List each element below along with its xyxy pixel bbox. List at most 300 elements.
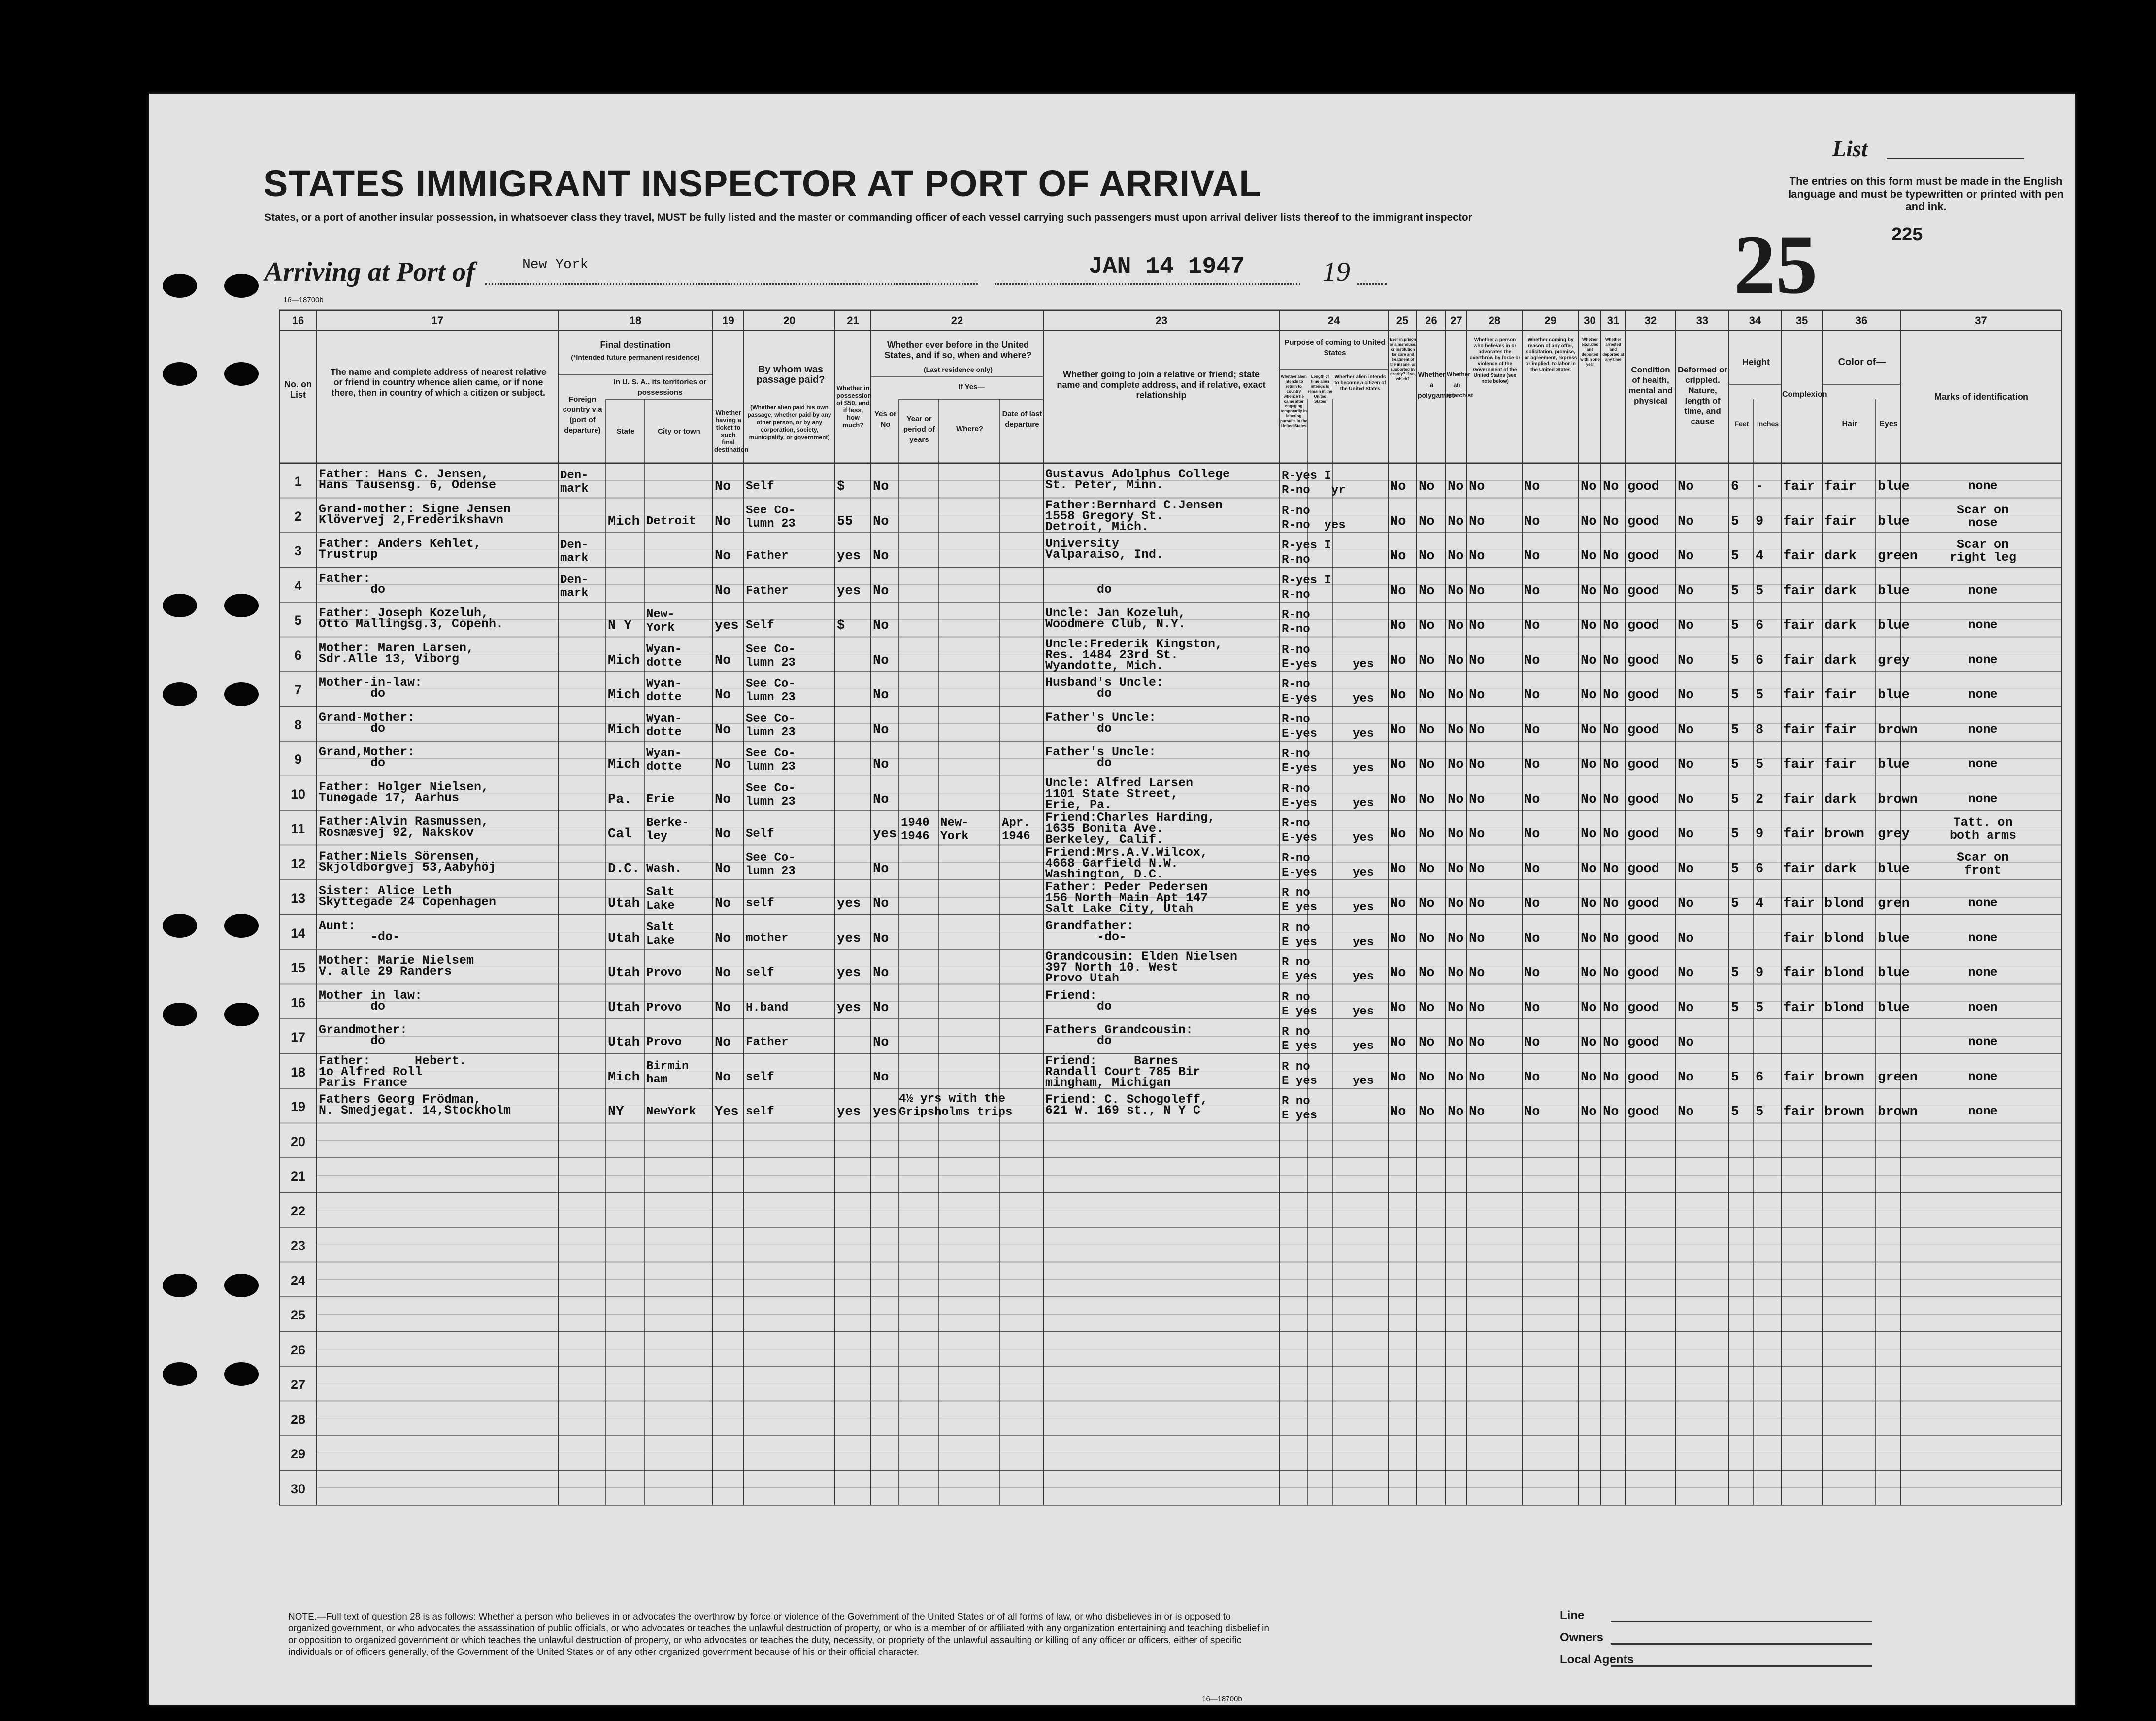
cell-c33: No [1678, 549, 1694, 564]
cell-c24: R-no E-yes yes [1282, 712, 1374, 741]
port-value: New York [522, 257, 589, 272]
cell-c26: No [1419, 966, 1435, 980]
column-number: 22 [951, 314, 963, 327]
cell-c33: No [1678, 966, 1694, 980]
cell-c25: No [1390, 514, 1406, 529]
header-col23: Whether going to join a relative or friend; state name and complete address, and if relative, exact relationship [1057, 370, 1266, 400]
cell-c20: See Co- lumn 23 [746, 642, 796, 670]
cell-c19: No [715, 861, 731, 877]
row-number: 19 [290, 1099, 306, 1114]
cell-c23: Friend: C. Schogoleff, 621 W. 169 st., N Y C [1045, 1092, 1208, 1117]
cell-c26: No [1419, 583, 1435, 599]
cell-c33: No [1678, 1035, 1694, 1050]
cell-c30: No [1581, 1070, 1597, 1085]
cell-c37: none [1968, 757, 1998, 771]
cell-c19: No [715, 583, 731, 599]
row-number: 8 [294, 717, 302, 732]
column-number: 26 [1425, 314, 1437, 327]
cell-c33: No [1678, 931, 1694, 946]
row-number: 14 [290, 925, 306, 941]
cell-c22yn: No [873, 549, 889, 564]
owners-label: Owners [1560, 1631, 1604, 1644]
cell-c35: fair [1783, 931, 1815, 946]
cell-c24: R-no R-no yes [1282, 504, 1346, 532]
cell-c35: fair [1783, 583, 1815, 599]
cell-c35: fair [1783, 549, 1815, 564]
cell-c37: noen [1968, 1000, 1998, 1014]
header-col30: Whether excluded and deported within one year [1580, 337, 1600, 367]
cell-c17: Father: Anders Kehlet, Trustrup [319, 537, 482, 562]
cell-c34i: 9 [1756, 966, 1764, 980]
header-col24a: Whether alien intends to return to country whence he came after engaging temporarily in laboring pursuits in the United States [1280, 374, 1308, 428]
cell-c22yn: No [873, 479, 889, 494]
cell-c27: No [1448, 549, 1464, 564]
cell-c18c: Wash. [646, 862, 682, 876]
cell-c36e: blue [1878, 757, 1910, 772]
header-col18-foreign: Foreign country via (port of departure) [563, 395, 602, 435]
cell-c20: self [746, 1105, 774, 1118]
cell-c36h: dark [1824, 618, 1857, 633]
cell-c36e: blue [1878, 618, 1910, 633]
cell-c25: No [1390, 479, 1406, 494]
cell-c22yn: No [873, 896, 889, 911]
cell-c31: No [1603, 827, 1619, 842]
cell-c24: R no E yes yes [1282, 886, 1374, 914]
cell-c31: No [1603, 549, 1619, 564]
cell-c34i: 5 [1756, 1000, 1764, 1015]
cell-c18s: Utah [608, 931, 640, 946]
cell-c28: No [1469, 757, 1485, 772]
row-number: 18 [290, 1064, 306, 1080]
cell-c23: Friend:Charles Harding, 1635 Bonita Ave. Berkeley, Calif. [1045, 810, 1216, 846]
row-number: 5 [294, 613, 302, 628]
cell-c29: No [1524, 757, 1540, 772]
column-number: 19 [722, 314, 734, 327]
cell-c24: R-no E-yes yes [1282, 851, 1374, 879]
cell-c37: none [1968, 791, 1998, 806]
row-number: 27 [290, 1377, 306, 1392]
form-number-bottom: 16—18700b [1202, 1695, 1242, 1703]
cell-c31: No [1603, 514, 1619, 529]
form-title: STATES IMMIGRANT INSPECTOR AT PORT OF ARRIVAL [264, 163, 1262, 204]
cell-c36h: blond [1824, 931, 1865, 946]
cell-c28: No [1469, 896, 1485, 911]
cell-c36h: fair [1824, 688, 1857, 703]
cell-c24: R-no R-no [1282, 608, 1310, 636]
cell-c18s: Utah [608, 896, 640, 911]
cell-c22yn: No [873, 688, 889, 703]
cell-c17: Mother-in-law: do [319, 675, 423, 701]
cell-c32: good [1627, 1035, 1659, 1050]
header-col18: Final destination [600, 340, 671, 350]
cell-c33: No [1678, 1070, 1694, 1085]
cell-c25: No [1390, 688, 1406, 703]
cell-c17: Fathers Georg Frödman, N. Smedjegat. 14,Stockholm [319, 1092, 511, 1117]
cell-c18c: New- York [646, 608, 675, 635]
line-label: Line [1560, 1609, 1585, 1622]
cell-c28: No [1469, 966, 1485, 980]
cell-c18c: NewYork [646, 1105, 696, 1118]
column-number: 18 [629, 314, 642, 327]
cell-c33: No [1678, 1105, 1694, 1119]
cell-c21: yes [837, 1105, 861, 1119]
cell-c18c: Provo [646, 1001, 682, 1014]
cell-c19: No [715, 896, 731, 911]
header-col18-usa: In U. S. A., its territories or possessions [613, 378, 707, 397]
cell-c24: R-no E-yes yes [1282, 782, 1374, 810]
header-col18-city: City or town [658, 427, 700, 436]
cell-c37: none [1968, 583, 1998, 598]
cell-c34i: 5 [1756, 583, 1764, 599]
cell-c34f: 5 [1731, 896, 1739, 911]
cell-c27: No [1448, 514, 1464, 529]
cell-c18c: Berke- ley [646, 816, 689, 843]
cell-c19: Yes [715, 1105, 739, 1119]
cell-c22yn: No [873, 514, 889, 529]
header-col36-hair: Hair [1842, 420, 1857, 428]
cell-c21: yes [837, 583, 861, 599]
footnote-q28: NOTE.—Full text of question 28 is as follows: Whether a person who believes in or advocates the overthrow by force or violence of the Government of the United States or of all forms of law, or who disbelieves in or is opposed to organized government, or who advocates the assassination of public officials, or who advocates or teaches the unlawful destruction of property, or who is a member of or affiliated with any organization entertaining and teaching disbelief in or opposition to organized government or which teaches the unlawful destruction of property, or who advocates or teaches the duty, necessity, or propriety of the unlawful assaulting or killing of any officer or officers, either of specific individuals or of officers generally, of the Government of the United States or of any other organized government because of his or their official character. [288, 1612, 1269, 1657]
header-col25: Ever in prison or almshouse, or institution for care and treatment of the insane, or supported by charity? If so, which? [1389, 337, 1417, 381]
cell-c29: No [1524, 618, 1540, 633]
cell-c30: No [1581, 1035, 1597, 1050]
cell-c19: No [715, 757, 731, 772]
cell-c33: No [1678, 514, 1694, 529]
cell-c25: No [1390, 653, 1406, 668]
cell-c34f: 5 [1731, 827, 1739, 842]
cell-c27: No [1448, 722, 1464, 738]
cell-c23: Grandfather: -do- [1045, 918, 1134, 944]
header-col20-sub: (Whether alien paid his own passage, whether paid by any other person, or by any corporation, society, municipality, or government) [747, 404, 831, 440]
cell-c22yn: No [873, 1000, 889, 1015]
cell-c18c: Wyan- dotte [646, 712, 682, 739]
cell-c29: No [1524, 688, 1540, 703]
cell-c29: No [1524, 583, 1540, 599]
cell-c25: No [1390, 966, 1406, 980]
cell-c21: yes [837, 931, 861, 946]
cell-c34f: 5 [1731, 757, 1739, 772]
cell-c27: No [1448, 757, 1464, 772]
cell-c20: Father [746, 549, 789, 563]
cell-c25: No [1390, 757, 1406, 772]
cell-c27: No [1448, 896, 1464, 911]
cell-c25: No [1390, 827, 1406, 842]
cell-c36e: grey [1878, 827, 1910, 842]
cell-c31: No [1603, 931, 1619, 946]
cell-c19: No [715, 722, 731, 738]
cell-c19: No [715, 966, 731, 980]
cell-c17: Mother: Marie Nielsem V. alle 29 Randers [319, 953, 474, 979]
cell-c28: No [1469, 1105, 1485, 1119]
cell-c30: No [1581, 479, 1597, 494]
cell-c33: No [1678, 896, 1694, 911]
cell-c20: See Co- lumn 23 [746, 747, 796, 774]
cell-c30: No [1581, 583, 1597, 599]
cell-c33: No [1678, 618, 1694, 633]
cell-c23: Uncle: Jan Kozeluh, Woodmere Club, N.Y. [1045, 606, 1186, 631]
cell-c30: No [1581, 688, 1597, 703]
column-number: 32 [1644, 314, 1657, 327]
cell-c25: No [1390, 618, 1406, 633]
cell-c25: No [1390, 1105, 1406, 1119]
cell-c36h: blond [1824, 966, 1865, 980]
cell-c29: No [1524, 861, 1540, 877]
cell-c29: No [1524, 479, 1540, 494]
cell-c35: fair [1783, 861, 1815, 877]
cell-c24: R-no E-yes yes [1282, 643, 1374, 671]
cell-c30: No [1581, 514, 1597, 529]
cell-c27: No [1448, 1070, 1464, 1085]
cell-c31: No [1603, 896, 1619, 911]
cell-c28: No [1469, 722, 1485, 738]
cell-c17: Sister: Alice Leth Skyttegade 24 Copenhagen [319, 884, 497, 909]
row-number: 2 [294, 508, 302, 524]
cell-c21: yes [837, 896, 861, 911]
cell-c36h: dark [1824, 861, 1857, 877]
cell-c28: No [1469, 931, 1485, 946]
cell-c35: fair [1783, 722, 1815, 738]
cell-c34f: 5 [1731, 1070, 1739, 1085]
cell-c20: Father [746, 584, 789, 598]
row-number: 6 [294, 647, 302, 663]
cell-c22yn: No [873, 583, 889, 599]
cell-c33: No [1678, 653, 1694, 668]
cell-c34i: 6 [1756, 861, 1764, 877]
cell-c18s: Mich [608, 722, 640, 738]
cell-c29: No [1524, 1035, 1540, 1050]
header-col34-feet: Feet [1734, 420, 1749, 428]
cell-c34f: 5 [1731, 514, 1739, 529]
cell-c21: 55 [837, 514, 853, 529]
row-number: 17 [290, 1030, 306, 1045]
cell-c37: none [1968, 1035, 1998, 1049]
cell-c27: No [1448, 827, 1464, 842]
cell-c29: No [1524, 896, 1540, 911]
header-col22-yes: If Yes— [958, 383, 985, 391]
row-number: 22 [290, 1203, 306, 1218]
cell-c32: good [1627, 549, 1659, 564]
cell-c36h: brown [1824, 1070, 1865, 1085]
cell-c27: No [1448, 1035, 1464, 1050]
cell-c24: R no E yes yes [1282, 921, 1374, 949]
cell-c18c: Erie [646, 792, 675, 806]
cell-c26: No [1419, 688, 1435, 703]
cell-c34f: 5 [1731, 653, 1739, 668]
cell-c31: No [1603, 792, 1619, 807]
cell-c27: No [1448, 688, 1464, 703]
cell-c18s: Mich [608, 653, 640, 668]
cell-c20: See Co- lumn 23 [746, 851, 796, 878]
cell-c27: No [1448, 479, 1464, 494]
cell-c30: No [1581, 861, 1597, 877]
cell-c34i: 5 [1756, 688, 1764, 703]
column-number: 21 [847, 314, 859, 327]
cell-c18c: Wyan- dotte [646, 677, 682, 704]
cell-c26: No [1419, 1070, 1435, 1085]
cell-c26: No [1419, 1000, 1435, 1015]
cell-c34f: 5 [1731, 1000, 1739, 1015]
row-number: 23 [290, 1238, 306, 1253]
cell-c19: No [715, 792, 731, 807]
row-number: 9 [294, 752, 302, 767]
cell-c23: do [1097, 582, 1112, 597]
cell-c30: No [1581, 827, 1597, 842]
cell-c34i: 9 [1756, 827, 1764, 842]
cell-c30: No [1581, 549, 1597, 564]
cell-c31: No [1603, 653, 1619, 668]
cell-c26: No [1419, 1105, 1435, 1119]
cell-c18c: Wyan- dotte [646, 747, 682, 774]
cell-c19: No [715, 688, 731, 703]
cell-c23: Uncle:Frederik Kingston, Res. 1484 23rd St. Wyandotte, Mich. [1045, 637, 1223, 673]
cell-c25: No [1390, 1070, 1406, 1085]
cell-c18s: Utah [608, 1000, 640, 1015]
cell-c30: No [1581, 757, 1597, 772]
cell-c21: yes [837, 1000, 861, 1015]
cell-c23: Husband's Uncle: do [1045, 675, 1164, 701]
cell-c20: Father [746, 1036, 789, 1049]
cell-c36h: fair [1824, 479, 1857, 494]
cell-c31: No [1603, 1035, 1619, 1050]
cell-c30: No [1581, 722, 1597, 738]
header-col21: Whether in possession of $50, and if less, how much? [836, 384, 872, 429]
header-col22-yesno: Yes or No [874, 410, 897, 429]
cell-c37: Scar on nose [1957, 503, 2009, 530]
cell-c25: No [1390, 549, 1406, 564]
column-number: 35 [1795, 314, 1808, 327]
cell-c34i: 2 [1756, 792, 1764, 807]
cell-c28: No [1469, 514, 1485, 529]
column-number: 24 [1327, 314, 1340, 327]
cell-c31: No [1603, 688, 1619, 703]
cell-c25: No [1390, 1000, 1406, 1015]
cell-c36h: dark [1824, 792, 1857, 807]
cell-c29: No [1524, 722, 1540, 738]
cell-c37: none [1968, 1069, 1998, 1084]
cell-c31: No [1603, 722, 1619, 738]
cell-c26: No [1419, 792, 1435, 807]
form-number-top: 16—18700b [283, 296, 324, 304]
cell-c34f: 5 [1731, 861, 1739, 877]
cell-c34f: 5 [1731, 583, 1739, 599]
cell-c31: No [1603, 1105, 1619, 1119]
cell-c17: Aunt: -do- [319, 918, 400, 944]
cell-c28: No [1469, 861, 1485, 877]
cell-c35: fair [1783, 688, 1815, 703]
header-col26: Whether a polygamist [1418, 371, 1454, 399]
cell-c18c: Salt Lake [646, 886, 675, 912]
cell-c19: No [715, 1070, 731, 1085]
column-number: 23 [1155, 314, 1168, 327]
header-col18-sub: (*Intended future permanent residence) [571, 353, 700, 361]
cell-c32: good [1627, 896, 1659, 911]
cell-c17: Father: Hebert. 1o Alfred Roll Paris France [319, 1053, 467, 1090]
cell-c37: none [1968, 965, 1998, 979]
cell-c36e: brown [1878, 1105, 1918, 1119]
cell-c22y: 1940 1946 [901, 816, 929, 843]
cell-c20: Self [746, 619, 774, 632]
cell-c19: No [715, 827, 731, 842]
cell-c20: self [746, 966, 774, 979]
cell-c34i: 4 [1756, 549, 1764, 564]
row-number: 21 [290, 1169, 306, 1183]
cell-c20: Self [746, 480, 774, 493]
row-number: 4 [294, 578, 302, 593]
cell-c20: See Co- lumn 23 [746, 712, 796, 739]
cell-c32: good [1627, 479, 1659, 494]
cell-c36h: blond [1824, 896, 1865, 911]
cell-c19: No [715, 1000, 731, 1015]
cell-c34i: 5 [1756, 757, 1764, 772]
cell-c30: No [1581, 896, 1597, 911]
cell-c37: none [1968, 722, 1998, 737]
cell-c34i: 8 [1756, 722, 1764, 738]
cell-c18s: Utah [608, 966, 640, 980]
cell-c33: No [1678, 722, 1694, 738]
cell-c37: none [1968, 896, 1998, 910]
cell-c37: none [1968, 930, 1998, 945]
cell-c28: No [1469, 618, 1485, 633]
cell-c35: fair [1783, 1105, 1815, 1119]
column-number: 34 [1749, 314, 1761, 327]
cell-c28: No [1469, 653, 1485, 668]
cell-c22yn: No [873, 1070, 889, 1085]
cell-c35: fair [1783, 792, 1815, 807]
cell-c23: Father's Uncle: do [1045, 745, 1157, 770]
stamp-number: 225 [1891, 224, 1923, 245]
cell-c36e: brown [1878, 792, 1918, 807]
cell-c22yn: No [873, 792, 889, 807]
cell-c26: No [1419, 757, 1435, 772]
cell-c36e: green [1878, 1070, 1918, 1085]
row-number: 3 [294, 543, 302, 558]
cell-c29: No [1524, 792, 1540, 807]
cell-c21: $ [837, 618, 845, 633]
cell-c37: none [1968, 618, 1998, 632]
cell-c27: No [1448, 931, 1464, 946]
cell-c32: good [1627, 1105, 1659, 1119]
cell-c34f: 5 [1731, 966, 1739, 980]
row-number: 7 [294, 682, 302, 697]
column-number: 27 [1450, 314, 1462, 327]
row-number: 30 [290, 1481, 306, 1496]
cell-c28: No [1469, 549, 1485, 564]
cell-c26: No [1419, 861, 1435, 877]
row-number: 12 [290, 856, 306, 871]
cell-c33: No [1678, 1000, 1694, 1015]
cell-c18c: Provo [646, 966, 682, 979]
cell-c22yn: yes [873, 1105, 897, 1119]
cell-c26: No [1419, 549, 1435, 564]
cell-c22yn: No [873, 722, 889, 738]
cell-c31: No [1603, 1000, 1619, 1015]
cell-c24: R-yes I R-no yr [1282, 470, 1346, 497]
cell-c19: yes [715, 618, 739, 633]
cell-c23: Father:Bernhard C.Jensen 1558 Gregory St. Detroit, Mich. [1045, 498, 1223, 534]
form-instructions: The entries on this form must be made in the English language and must be typewritten or printed with pen and ink. [1788, 175, 2064, 213]
header-col22: Whether ever before in the United States, and if so, when and where? [884, 340, 1032, 360]
cell-c36h: fair [1824, 514, 1857, 529]
cell-c19: No [715, 549, 731, 564]
cell-c24: R no E yes yes [1282, 956, 1374, 983]
cell-c17: Father:Niels Sörensen, Skjoldborgvej 53,Aabyhöj [319, 849, 497, 875]
cell-c23: Uncle: Alfred Larsen 1101 State Street, Erie, Pa. [1045, 776, 1194, 812]
cell-c20: See Co- lumn 23 [746, 504, 796, 531]
cell-c22yn: No [873, 618, 889, 633]
row-number: 16 [290, 995, 306, 1010]
row-number: 15 [290, 960, 306, 975]
cell-c36h: dark [1824, 549, 1857, 564]
